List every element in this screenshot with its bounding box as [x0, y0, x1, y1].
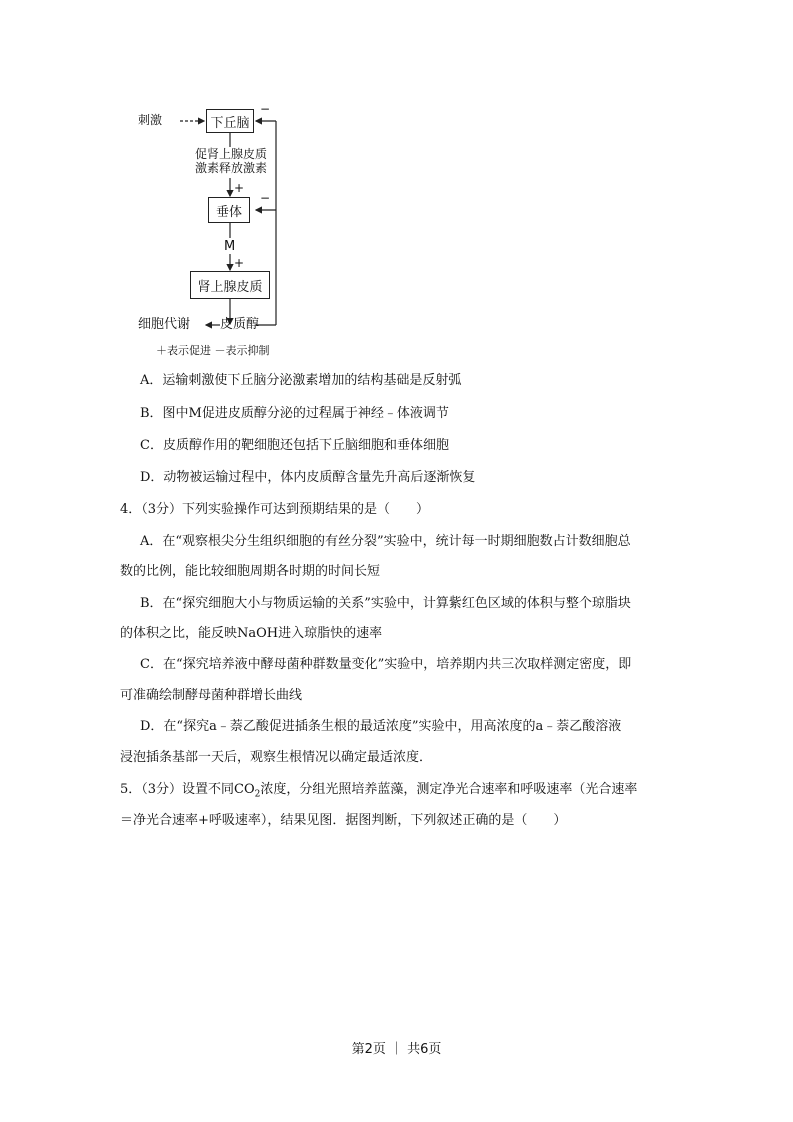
q5-co2-subscript: 2	[254, 789, 261, 800]
m-label: M	[224, 239, 236, 254]
plus-sign-2: +	[234, 256, 245, 270]
q5-stem-line2: ＝净光合速率+呼吸速率），结果见图．据图判断，下列叙述正确的是（ ）	[120, 813, 567, 828]
adrenal-cortex-box	[190, 271, 270, 299]
q5-stem-pre: 5．（3分）设置不同CO	[120, 782, 255, 797]
q5-stem	[120, 781, 637, 804]
page-footer: 第2页 ｜ 共6页	[351, 1042, 442, 1057]
q5-stem-post: 浓度，分组光照培养蓝藻，测定净光合速率和呼吸速率（光合速率	[260, 782, 638, 797]
metabolism-label: 细胞代谢	[138, 317, 191, 332]
hypothalamus-box	[206, 109, 254, 133]
cortisol-label: 皮质醇	[220, 317, 260, 332]
crh-label-line2: 激素释放激素	[195, 161, 268, 175]
minus-sign-top: −	[260, 102, 271, 116]
q3-option-d: D．动物被运输过程中，体内皮质醇含量先升高后逐渐恢复	[140, 470, 476, 485]
hormone-regulation-diagram	[138, 100, 298, 362]
pituitary-label: 垂体	[215, 204, 242, 220]
q4-option-b-line1: B．在“探究细胞大小与物质运输的关系”实验中，计算紫红色区域的体积与整个琼脂块	[140, 596, 631, 611]
plus-sign-1: +	[234, 181, 245, 195]
minus-sign-middle: −	[260, 191, 271, 205]
adrenal-cortex-label: 肾上腺皮质	[197, 279, 263, 295]
q4-option-d-line1: D．在“探究a﹣萘乙酸促进插条生根的最适浓度”实验中，用高浓度的a﹣萘乙酸溶液	[140, 719, 622, 734]
crh-label-line1: 促肾上腺皮质	[195, 147, 268, 161]
q4-option-c-line2: 可准确绘制酵母菌种群增长曲线	[120, 688, 303, 703]
q4-option-a-line1: A．在“观察根尖分生组织细胞的有丝分裂”实验中，统计每一时期细胞数占计数细胞总	[140, 534, 631, 549]
q3-option-b: B．图中M促进皮质醇分泌的过程属于神经﹣体液调节	[140, 406, 449, 421]
diagram-legend: ＋表示促进 －表示抑制	[156, 344, 270, 357]
q4-option-d-line2: 浸泡插条基部一天后，观察生根情况以确定最适浓度．	[120, 750, 433, 765]
q4-option-b-line2: 的体积之比，能反映NaOH进入琼脂快的速率	[120, 626, 383, 641]
q4-option-a-line2: 数的比例，能比较细胞周期各时期的时间长短	[120, 564, 381, 579]
q4-option-c-line1: C．在“探究培养液中酵母菌种群数量变化”实验中，培养期内共三次取样测定密度，即	[140, 657, 632, 672]
pituitary-box	[208, 197, 250, 223]
hypothalamus-label: 下丘脑	[210, 115, 250, 131]
q3-option-a: A．运输刺激使下丘脑分泌激素增加的结构基础是反射弧	[140, 373, 462, 388]
q4-stem: 4．（3分）下列实验操作可达到预期结果的是（ ）	[120, 502, 430, 517]
stimulus-label: 刺激	[138, 113, 163, 127]
q3-option-c: C．皮质醇作用的靶细胞还包括下丘脑细胞和垂体细胞	[140, 438, 449, 453]
